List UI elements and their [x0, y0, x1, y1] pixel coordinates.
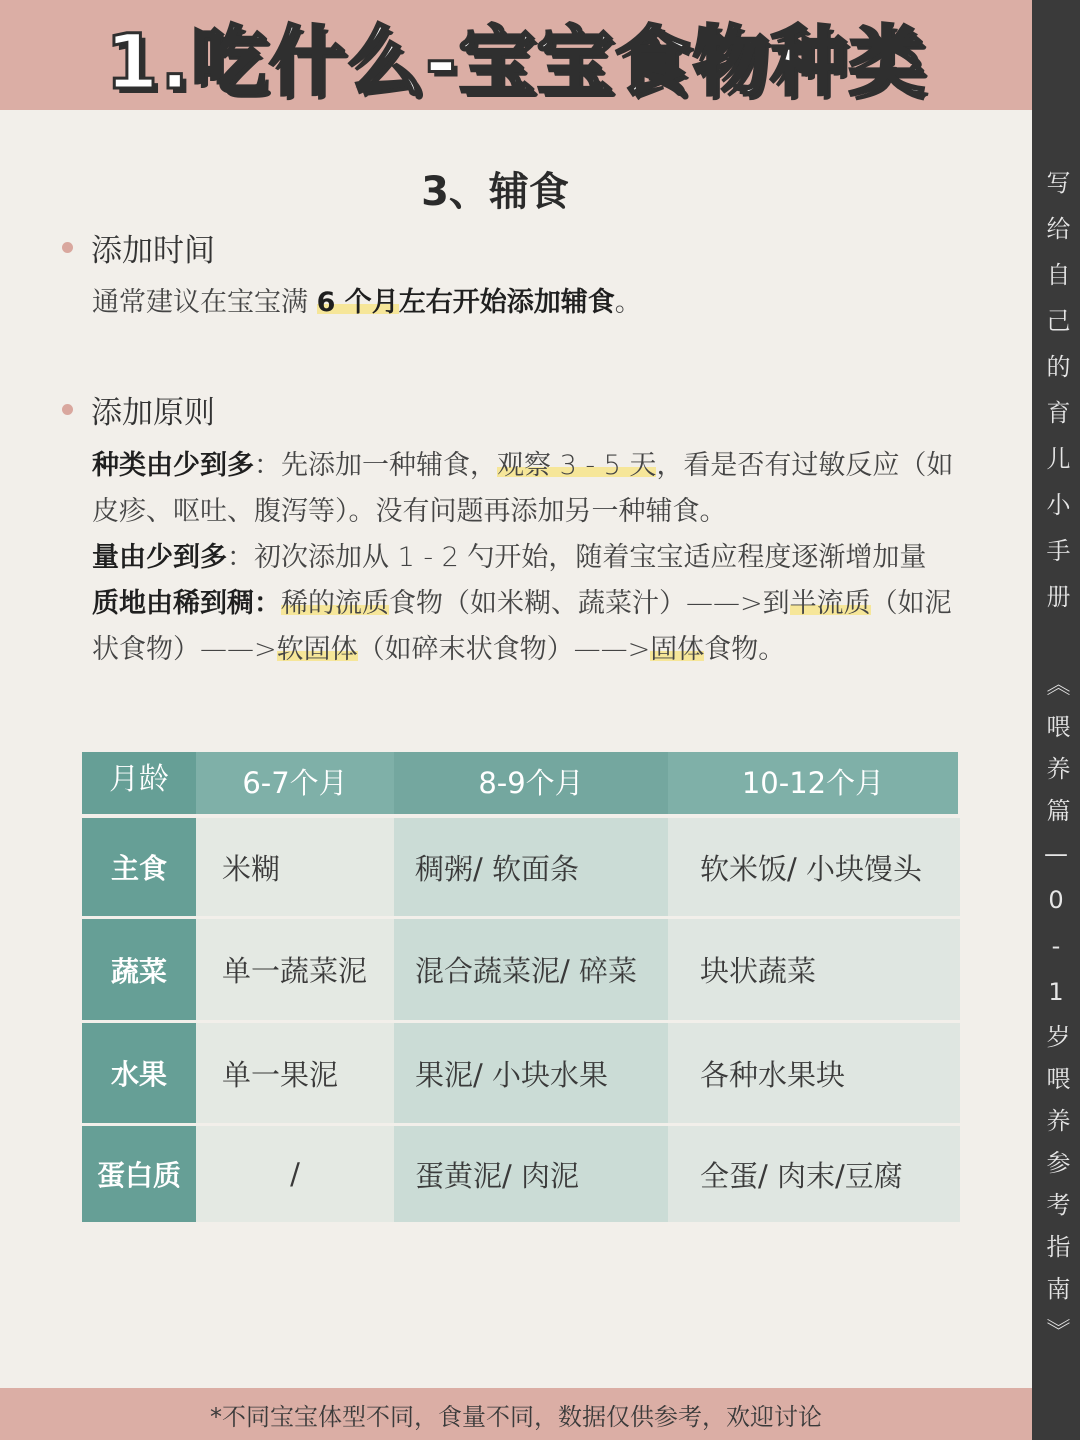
p3-text-d: 食物。 — [704, 634, 786, 665]
p3-highlight-1: 稀的流质 — [281, 588, 389, 619]
side-banner-subtitle: 《喂养篇—0-1岁喂养参考指南》 — [1042, 672, 1070, 1360]
time-paragraph — [92, 280, 972, 326]
p3-highlight-3: 软固体 — [276, 634, 358, 665]
footer-note-bar — [0, 1388, 1032, 1440]
time-heading — [62, 225, 215, 270]
row-label: 主食 — [82, 818, 196, 916]
principle-heading — [62, 387, 215, 432]
row-label: 蔬菜 — [82, 919, 196, 1020]
table-cell: 果泥/ 小块水果 — [415, 1057, 608, 1092]
p3-label: 质地由稀到稠： — [92, 588, 281, 619]
footer-note: *不同宝宝体型不同，食量不同，数据仅供参考，欢迎讨论 — [210, 1402, 822, 1431]
table-header-cell: 6-7个月 — [242, 766, 348, 800]
table-header-row — [82, 752, 958, 814]
p3-highlight-2: 半流质 — [789, 588, 871, 619]
page-header — [0, 0, 1032, 110]
time-text: 通常建议在宝宝满 — [92, 287, 317, 318]
time-end: 。 — [614, 287, 642, 318]
table-cell: 单一蔬菜泥 — [222, 954, 368, 988]
p2-label: 量由少到多 — [92, 542, 227, 573]
table-cell: 各种水果块 — [700, 1057, 846, 1092]
table-cell: 软米饭/ 小块馒头 — [700, 851, 922, 886]
table-cell: 块状蔬菜 — [700, 954, 817, 988]
table-header-cell: 月龄 — [82, 752, 196, 814]
p1-highlight: 观察 3 - 5 天 — [497, 450, 657, 481]
table-cell: 混合蔬菜泥/ 碎菜 — [415, 954, 637, 988]
p2-text: ：初次添加从 1 - 2 勺开始，随着宝宝适应程度逐渐增加量 — [227, 542, 927, 573]
principle-heading-label: 添加原则 — [91, 395, 215, 431]
table-cell: 米糊 — [222, 851, 281, 886]
principle-paragraph-1 — [92, 443, 972, 535]
principle-paragraph-2 — [92, 535, 972, 581]
p3-highlight-4: 固体 — [650, 634, 705, 665]
section-title: 3、辅食 — [421, 169, 569, 215]
side-banner — [1032, 0, 1080, 1440]
bullet-dot — [62, 242, 73, 253]
bullet-dot — [62, 404, 73, 415]
time-heading-label: 添加时间 — [91, 233, 215, 269]
food-table — [82, 752, 960, 1222]
p1-label: 种类由少到多 — [92, 450, 254, 481]
time-bold: 左右开始添加辅食 — [398, 287, 615, 318]
p3-text-c: （如碎末状食物）——> — [357, 634, 651, 665]
table-header-cell: 10-12个月 — [741, 766, 885, 800]
table-header-cell: 8-9个月 — [394, 752, 668, 814]
table-cell: 稠粥/ 软面条 — [415, 851, 579, 886]
p1-text-2: ，看是否有过敏反应（如皮疹、呕吐、腹泻等）。没有问题再添加另一种辅食。 — [92, 450, 954, 527]
main-content — [0, 110, 1032, 1388]
p3-text-b: （如泥状食物）——> — [92, 588, 952, 665]
row-label: 蛋白质 — [82, 1126, 196, 1222]
principle-paragraph-3 — [92, 581, 972, 673]
page-title: 1.吃什么-宝宝食物种类 — [105, 16, 927, 106]
p1-text: ：先添加一种辅食， — [254, 450, 497, 481]
side-banner-title: 写给自己的育儿小手册 — [1042, 170, 1070, 630]
row-label: 水果 — [82, 1023, 196, 1123]
table-cell: / — [290, 1157, 300, 1191]
table-cell: 单一果泥 — [222, 1057, 339, 1092]
table-cell: 全蛋/ 肉末/豆腐 — [700, 1158, 903, 1193]
table-cell: 蛋黄泥/ 肉泥 — [415, 1158, 579, 1193]
p3-text-a: 食物（如米糊、蔬菜汁）——>到 — [389, 588, 790, 619]
time-highlight: 6 个月 — [316, 287, 399, 318]
